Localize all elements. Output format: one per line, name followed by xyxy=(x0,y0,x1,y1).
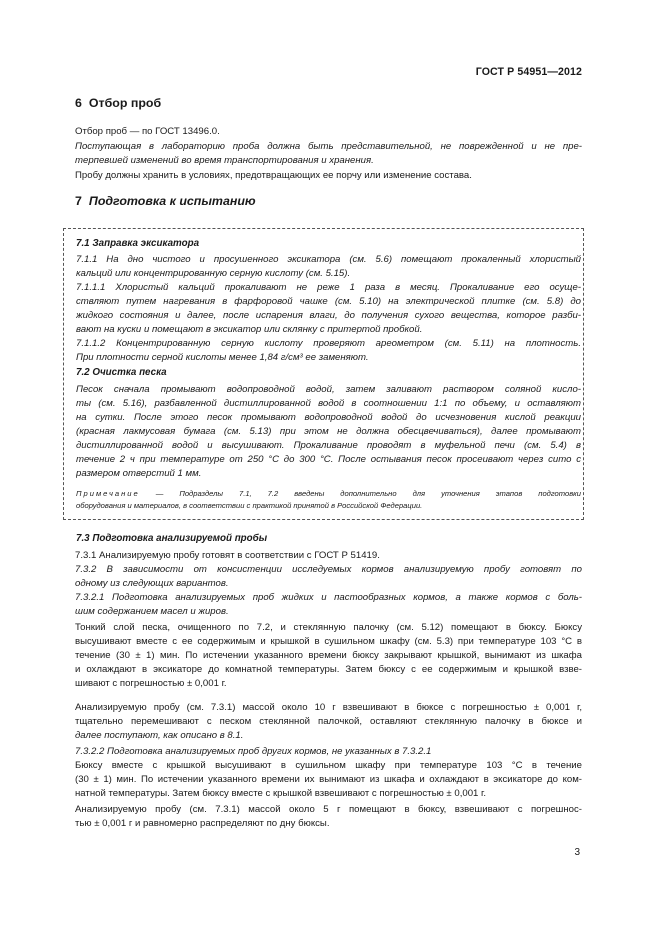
text-line: и охлаждают в эксикаторе до комнатной температуры. Затем бюксу с ее содержимым и крышкой взве- xyxy=(75,664,582,675)
text-line: ты (см. 5.16), разбавленной дистиллированной водой в соотношении 1:1 по объему, и оставляют xyxy=(76,398,581,409)
text-line: вают на куски и помещают в эксикатор или склянку с притертой пробкой. xyxy=(76,324,423,335)
text-line: жидкого состояния и далее, после испарения влаги, до получения сухого вещества, которое разби- xyxy=(76,310,581,321)
standard-header: ГОСТ Р 54951—2012 xyxy=(475,66,582,78)
text-line: натной температуры. Затем бюксу вместе с крышкой взвешивают с погрешностью ± 0,001 г. xyxy=(75,788,487,799)
text-line: ствляют путем нагревания в фарфоровой чашке (см. 5.10) на электрической плитке (см. 5.8) до xyxy=(76,296,581,307)
subsection-7-2-heading: 7.2 Очистка песка xyxy=(76,367,167,378)
note-line: оборудования и материалов, в соответствии с практикой принятой в Российской Федерации. xyxy=(76,501,423,510)
section-title: Отбор проб xyxy=(88,96,162,110)
subsection-7-3-heading: 7.3 Подготовка анализируемой пробы xyxy=(76,533,268,544)
note-line xyxy=(76,488,581,500)
text-line: высушивают вместе с ее содержимым и крышкой в сушильном шкафу (см. 5.3) при температуре 103 °С в xyxy=(75,636,582,647)
section-7-heading xyxy=(75,194,256,208)
text-line: 7.3.2.1 Подготовка анализируемых проб жидких и пастообразных кормов, а также кормов с боль- xyxy=(75,592,582,603)
text-line: Песок сначала промывают водопроводной водой, затем заливают раствором соляной кисло- xyxy=(76,384,581,395)
text-line: течение (30 ± 1) мин. По истечении указанного времени бюксу закрывают крышкой, вынимают из шкафа xyxy=(75,650,582,661)
text-line: Отбор проб — по ГОСТ 13496.0. xyxy=(75,126,220,137)
text-line: 7.3.2 В зависимости от консистенции исследуемых кормов анализируемую пробу готовят по xyxy=(75,564,582,575)
subsection-7-1-heading: 7.1 Заправка эксикатора xyxy=(76,238,200,249)
section-6-heading xyxy=(75,96,161,110)
text-line: течение 2 ч при температуре от 250 °С до 300 °С. После остывания песок просеивают через сито с xyxy=(76,454,581,465)
page-number: 3 xyxy=(574,847,580,858)
section-number: 7 xyxy=(75,194,82,208)
text-line: далее поступают, как описано в 8.1. xyxy=(75,730,244,741)
text-line: размером отверстий 1 мм. xyxy=(76,468,202,479)
text-line: терпевшей изменений во время транспортирования и хранения. xyxy=(75,155,374,166)
text-line: (30 ± 1) мин. По истечении указанного времени их вынимают из шкафа и охлаждают в эксикаторе до ком- xyxy=(75,774,582,785)
text-line: дистиллированной водой и высушивают. Прокаливание проводят в муфельной печи (см. 5.4) в xyxy=(76,440,581,451)
text-line: шивают с погрешностью ± 0,001 г. xyxy=(75,678,227,689)
text-line: 7.1.1 На дно чистого и просушенного эксикатора (см. 5.6) помещают прокаленный хлористый xyxy=(76,254,581,265)
text-line: шим содержанием масел и жиров. xyxy=(75,606,229,617)
text-line: одному из следующих вариантов. xyxy=(75,578,229,589)
text-line: Пробу должны хранить в условиях, предотвращающих ее порчу или изменение состава. xyxy=(75,170,472,181)
text-line: Анализируемую пробу (см. 7.3.1) массой около 10 г взвешивают в бюксе с погрешностью ± 0,001 г, xyxy=(75,702,582,713)
text-line: кальций или концентрированную серную кислоту (см. 5.15). xyxy=(76,268,351,279)
text-line: Поступающая в лабораторию проба должна быть представительной, не поврежденной и не пре- xyxy=(75,141,582,152)
text-line: Тонкий слой песка, очищенного по 7.2, и стеклянную палочку (см. 5.12) помещают в бюксу. Бюксу xyxy=(75,622,582,633)
text-line: Анализируемую пробу (см. 7.3.1) массой около 5 г помещают в бюксу, взвешивают с погрешнос- xyxy=(75,804,582,815)
text-line: 7.1.1.2 Концентрированную серную кислоту проверяют ареометром (см. 5.11) на плотность. xyxy=(76,338,581,349)
text-line: тщательно перемешивают с песком стеклянной палочкой, оставляют стеклянную палочку в бюксе и xyxy=(75,716,582,727)
section-title: Подготовка к испытанию xyxy=(88,194,256,208)
note-text: — Подразделы 7.1, 7.2 введены дополнительно для уточнения этапов подготовки xyxy=(155,489,581,498)
note-label: Примечание xyxy=(76,489,140,498)
text-line: При плотности серной кислоты менее 1,84 г/см³ ее заменяют. xyxy=(76,352,369,363)
text-line: Бюксу вместе с крышкой высушивают в сушильном шкафу при температуре 103 °С в течение xyxy=(75,760,582,771)
text-line: 7.3.1 Анализируемую пробу готовят в соответствии с ГОСТ Р 51419. xyxy=(75,550,380,561)
section-number: 6 xyxy=(75,96,82,110)
text-line: (красная лакмусовая бумага (см. 5.13) при этом не должна обесцвечиваться), далее промывают xyxy=(76,426,581,437)
text-line: на сутки. После этого песок промывают водопроводной водой до исчезновения кислой реакции xyxy=(76,412,581,423)
text-line: 7.1.1.1 Хлористый кальций прокаливают не реже 1 раза в месяц. Прокаливание его осуще- xyxy=(76,282,581,293)
text-line: 7.3.2.2 Подготовка анализируемых проб других кормов, не указанных в 7.3.2.1 xyxy=(75,746,432,757)
text-line: тью ± 0,001 г и равномерно распределяют по дну бюксы. xyxy=(75,818,330,829)
